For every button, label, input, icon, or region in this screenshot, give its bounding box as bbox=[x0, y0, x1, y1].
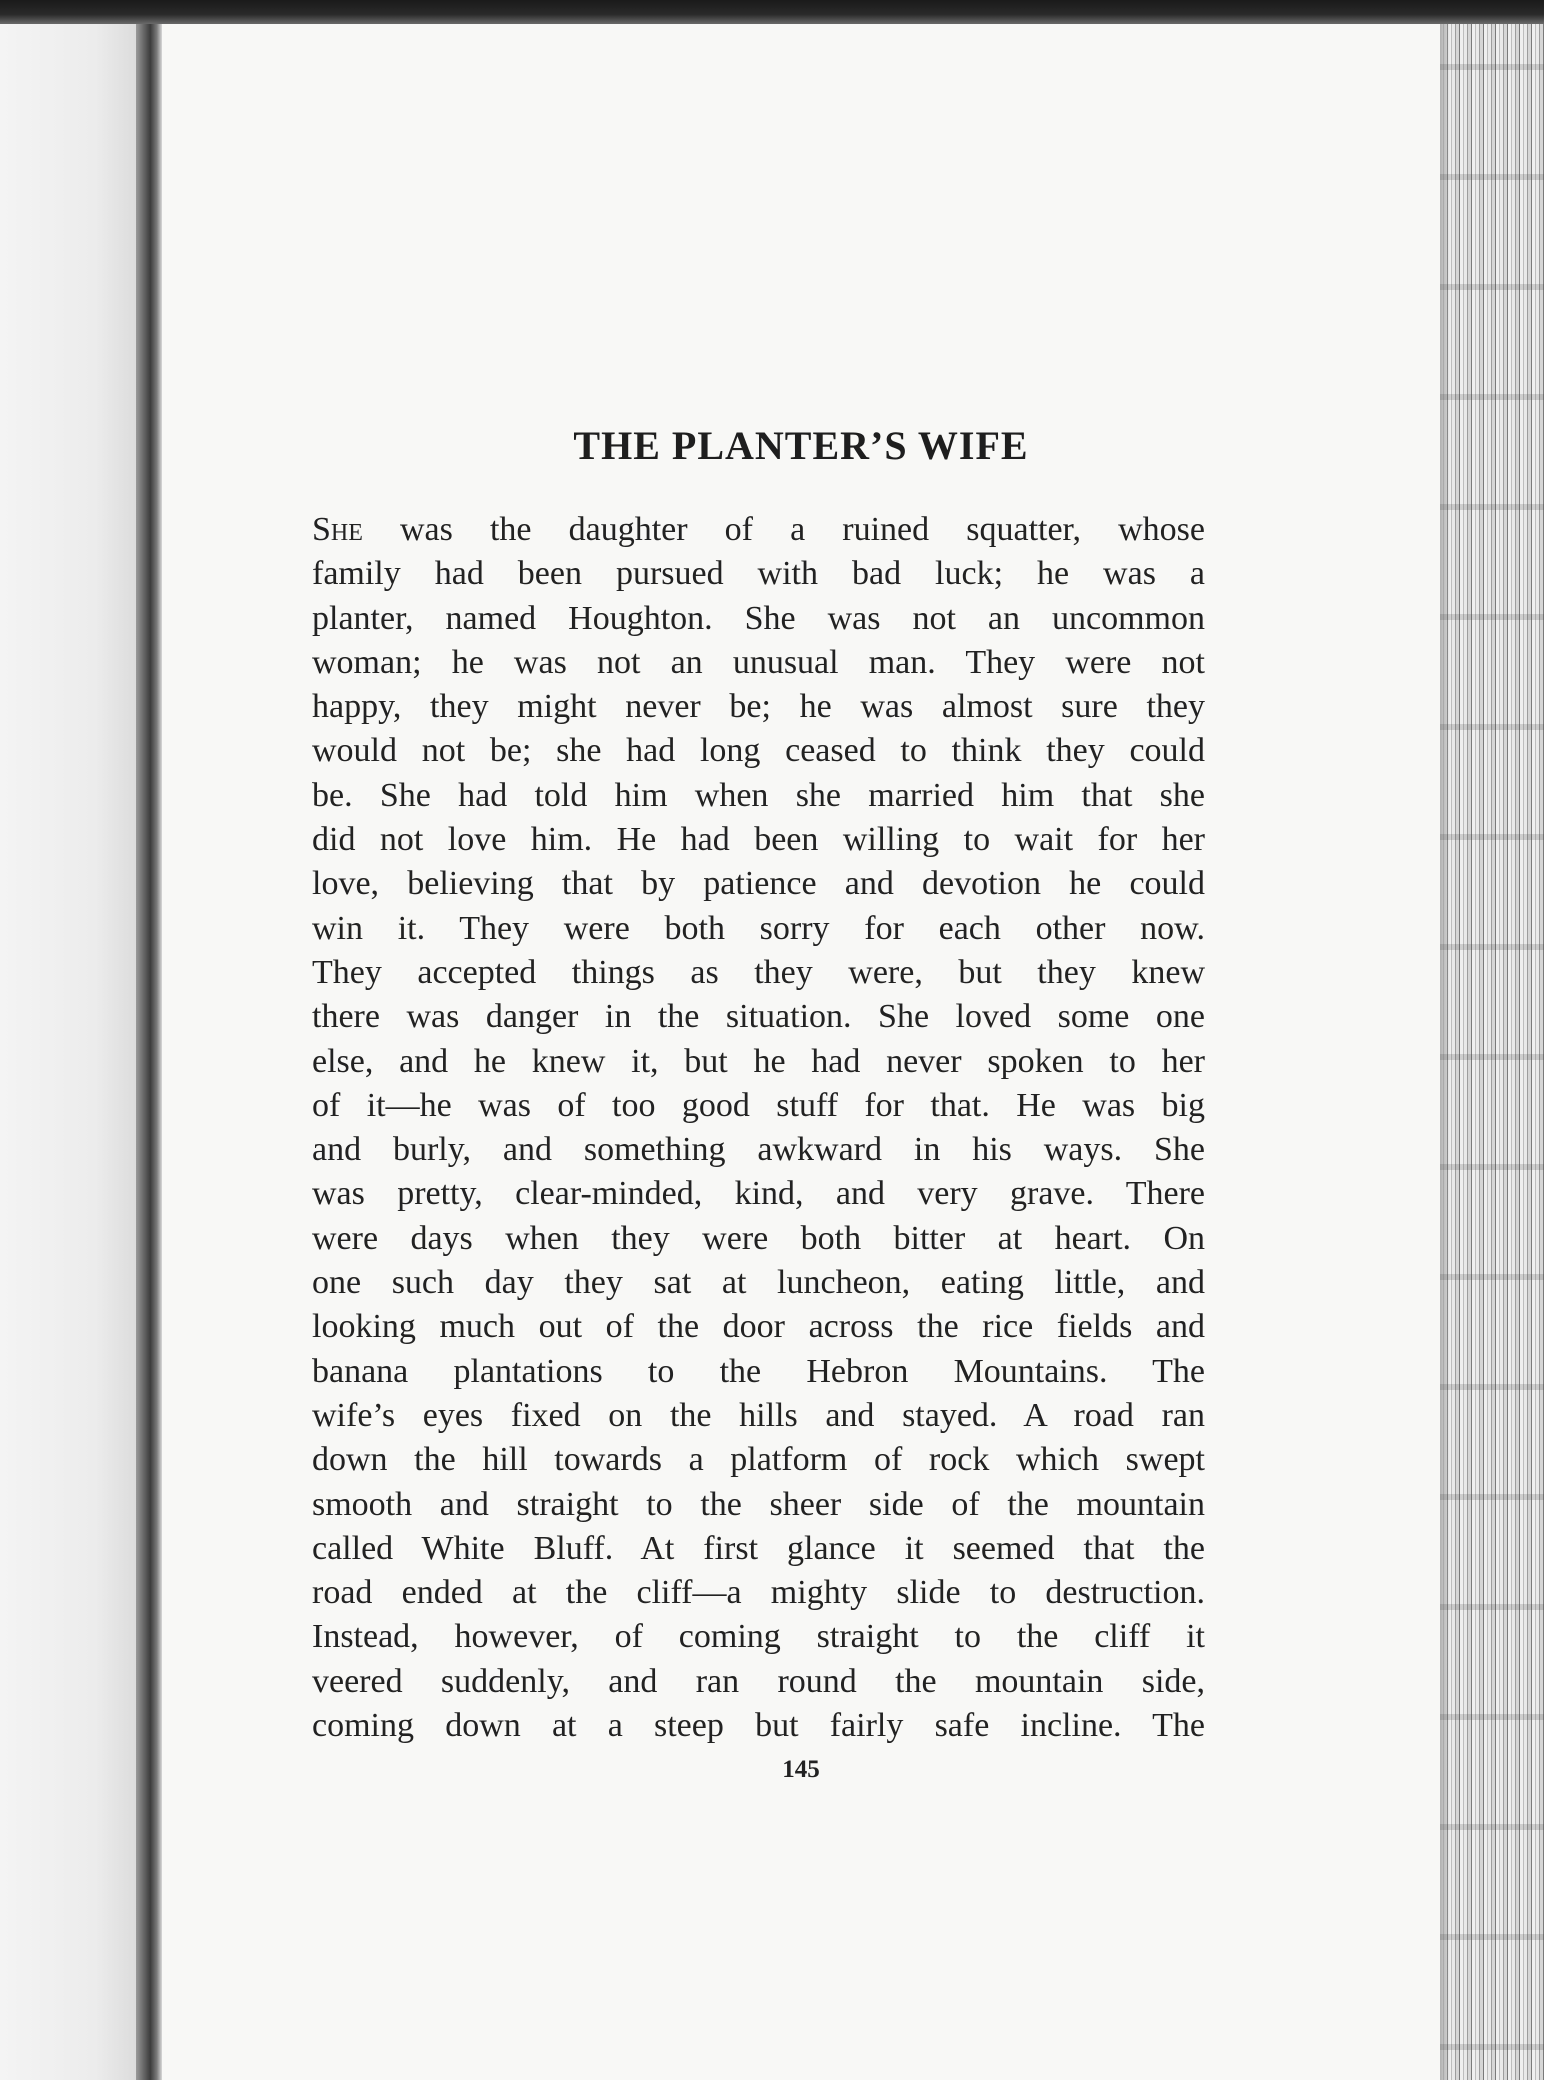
text-line: smooth and straight to the sheer side of the mountain bbox=[312, 1485, 1205, 1523]
text-line: happy, they might never be; he was almost sure they bbox=[312, 688, 1205, 726]
text-line: called White Bluff. At first glance it seemed that the bbox=[312, 1529, 1205, 1567]
text-line: did not love him. He had been willing to wait for her bbox=[312, 821, 1205, 859]
text-line: family had been pursued with bad luck; he was a bbox=[312, 555, 1205, 593]
text-line: planter, named Houghton. She was not an uncommon bbox=[312, 599, 1205, 637]
text-line: road ended at the cliff—a mighty slide to destruction. bbox=[312, 1574, 1205, 1612]
text-line: Instead, however, of coming straight to the cliff it bbox=[312, 1618, 1205, 1656]
body-paragraph bbox=[312, 508, 1205, 1748]
scan-top-border bbox=[0, 0, 1544, 24]
text-line: win it. They were both sorry for each other now. bbox=[312, 909, 1205, 947]
text-line: wife’s eyes fixed on the hills and stayed. A road ran bbox=[312, 1396, 1205, 1434]
book-gutter bbox=[136, 24, 162, 2080]
text-line: of it—he was of too good stuff for that. He was big bbox=[312, 1086, 1205, 1124]
text-line: love, believing that by patience and devotion he could bbox=[312, 865, 1205, 903]
page-number: 145 bbox=[782, 1756, 820, 1783]
text-line-1 bbox=[312, 508, 1205, 552]
lead-word: She bbox=[312, 511, 363, 548]
text-line: be. She had told him when she married him that she bbox=[312, 776, 1205, 814]
text-line: They accepted things as they were, but they knew bbox=[312, 953, 1205, 991]
text-line: there was danger in the situation. She loved some one bbox=[312, 998, 1205, 1036]
text-line: was pretty, clear-minded, kind, and very grave. There bbox=[312, 1175, 1205, 1213]
first-line-rest: was the daughter of a ruined squatter, whose bbox=[362, 511, 1205, 548]
facing-page-edge bbox=[0, 24, 136, 2080]
text-line: woman; he was not an unusual man. They were not bbox=[312, 643, 1205, 681]
text-line: looking much out of the door across the rice fields and bbox=[312, 1308, 1205, 1346]
text-line: and burly, and something awkward in his ways. She bbox=[312, 1131, 1205, 1169]
text-line: were days when they were both bitter at heart. On bbox=[312, 1219, 1205, 1257]
text-line: would not be; she had long ceased to think they could bbox=[312, 732, 1205, 770]
text-line: banana plantations to the Hebron Mountains. The bbox=[312, 1352, 1205, 1390]
page-block-edges bbox=[1440, 24, 1544, 2080]
text-line: else, and he knew it, but he had never spoken to her bbox=[312, 1042, 1205, 1080]
text-line: down the hill towards a platform of rock which swept bbox=[312, 1441, 1205, 1479]
text-line: coming down at a steep but fairly safe incline. The bbox=[312, 1707, 1205, 1745]
text-line: veered suddenly, and ran round the mountain side, bbox=[312, 1662, 1205, 1700]
chapter-title: THE PLANTER’S WIFE bbox=[573, 423, 1029, 468]
text-line: one such day they sat at luncheon, eating little, and bbox=[312, 1264, 1205, 1302]
